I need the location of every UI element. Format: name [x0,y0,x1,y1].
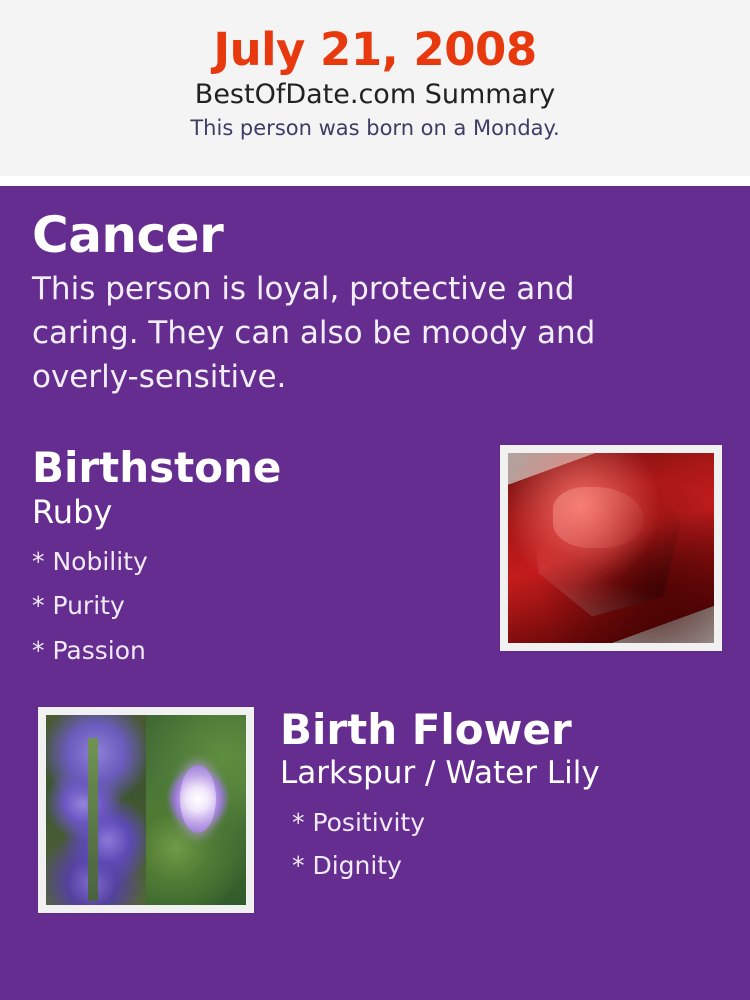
zodiac-description: This person is loyal, protective and caring. They can also be moody and overly-sensitive. [32,271,596,396]
site-summary-label: BestOfDate.com Summary [194,79,556,111]
page-title-date: July 21, 2008 [213,23,537,76]
birth-flower-trait: * Positivity [292,807,425,837]
ruby-gemstone-image [508,453,714,643]
birthstone-trait: * Purity [32,591,125,621]
born-day-text: This person was born on a Monday. [190,116,560,141]
larkspur-image-half [46,715,146,905]
birth-flower-trait: * Dignity [292,850,402,880]
birthstone-trait: * Passion [32,635,146,665]
water-lily-image-half [146,715,246,905]
zodiac-section [32,208,720,399]
birthstone-section [32,445,720,673]
birth-flower-name: Larkspur / Water Lily [280,755,600,792]
page-header [0,0,750,176]
summary-body [0,186,750,1000]
birth-flower-section [32,707,720,917]
birth-flower-text-block [280,707,720,886]
birthstone-trait: * Nobility [32,546,148,576]
birthstone-title: Birthstone [32,443,282,493]
birth-flower-title: Birth Flower [280,705,572,755]
header-divider [0,176,750,186]
birthstone-image-frame [500,445,722,651]
larkspur-water-lily-image [46,715,246,905]
zodiac-sign-name: Cancer [32,206,224,264]
birth-flower-image-frame [38,707,254,913]
birthstone-name: Ruby [32,493,113,532]
birthstone-text-block [32,445,462,673]
